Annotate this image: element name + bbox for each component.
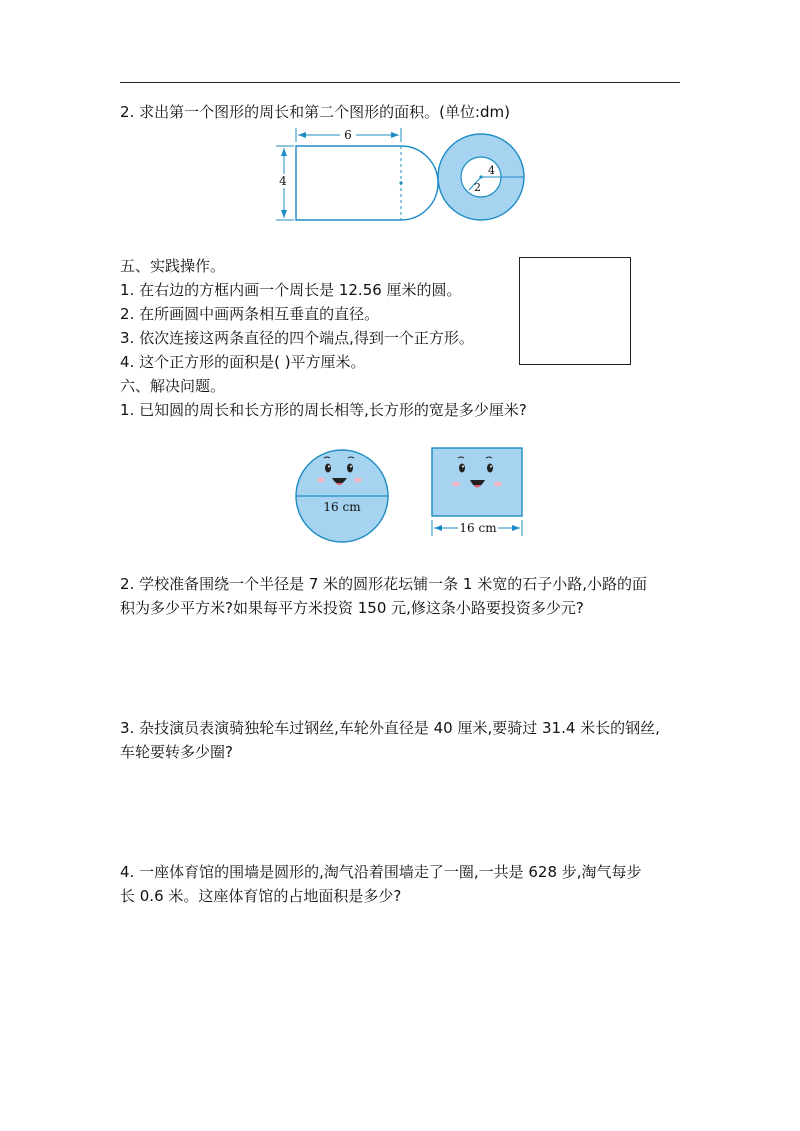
height-dimension — [276, 146, 294, 220]
section-6-q3-line-2: 车轮要转多少圈? — [120, 743, 233, 761]
circle-diameter-label: 16 cm — [323, 500, 361, 514]
ring-shape — [438, 134, 524, 220]
section-6-q2-line-1: 2. 学校准备围绕一个半径是 7 米的圆形花坛铺一条 1 米宽的石子小路,小路的面 — [120, 575, 648, 593]
width-label: 6 — [344, 128, 352, 142]
section-6-q2-line-2: 积为多少平方米?如果每平方米投资 150 元,修这条小路要投资多少元? — [120, 599, 584, 617]
section-6-q4-line-2: 长 0.6 米。这座体育馆的占地面积是多少? — [120, 887, 402, 905]
section-5-item-3: 3. 依次连接这两条直径的四个端点,得到一个正方形。 — [120, 329, 474, 347]
drawing-answer-box[interactable] — [519, 257, 631, 365]
height-label: 4 — [279, 174, 287, 188]
question-2-text: 2. 求出第一个图形的周长和第二个图形的面积。(单位:dm) — [120, 103, 510, 121]
section-5-item-4: 4. 这个正方形的面积是( )平方厘米。 — [120, 353, 366, 371]
geometry-figure — [262, 124, 542, 228]
section-6-heading: 六、解决问题。 — [120, 377, 226, 395]
section-6-q4-line-1: 4. 一座体育馆的围墙是圆形的,淘气沿着围墙走了一圈,一共是 628 步,淘气每步 — [120, 863, 642, 881]
top-rule — [120, 82, 680, 83]
section-5-heading: 五、实践操作。 — [120, 257, 226, 275]
rectangle-length-label: 16 cm — [459, 521, 497, 535]
section-5-item-1: 1. 在右边的方框内画一个周长是 12.56 厘米的圆。 — [120, 281, 462, 299]
section-6-q3-line-1: 3. 杂技演员表演骑独轮车过钢丝,车轮外直径是 40 厘米,要骑过 31.4 米长的钢丝, — [120, 719, 660, 737]
ring-inner-label: 2 — [474, 181, 481, 194]
width-dimension — [296, 127, 401, 142]
ring-outer-label: 4 — [488, 164, 495, 177]
section-5-item-2: 2. 在所画圆中画两条相互垂直的直径。 — [120, 305, 380, 323]
smiley-circle-figure — [294, 448, 394, 544]
section-6-q1-text: 1. 已知圆的周长和长方形的周长相等,长方形的宽是多少厘米? — [120, 401, 527, 419]
rectangle-semicircle-shape — [296, 146, 438, 220]
smiley-rectangle-figure — [426, 446, 526, 542]
